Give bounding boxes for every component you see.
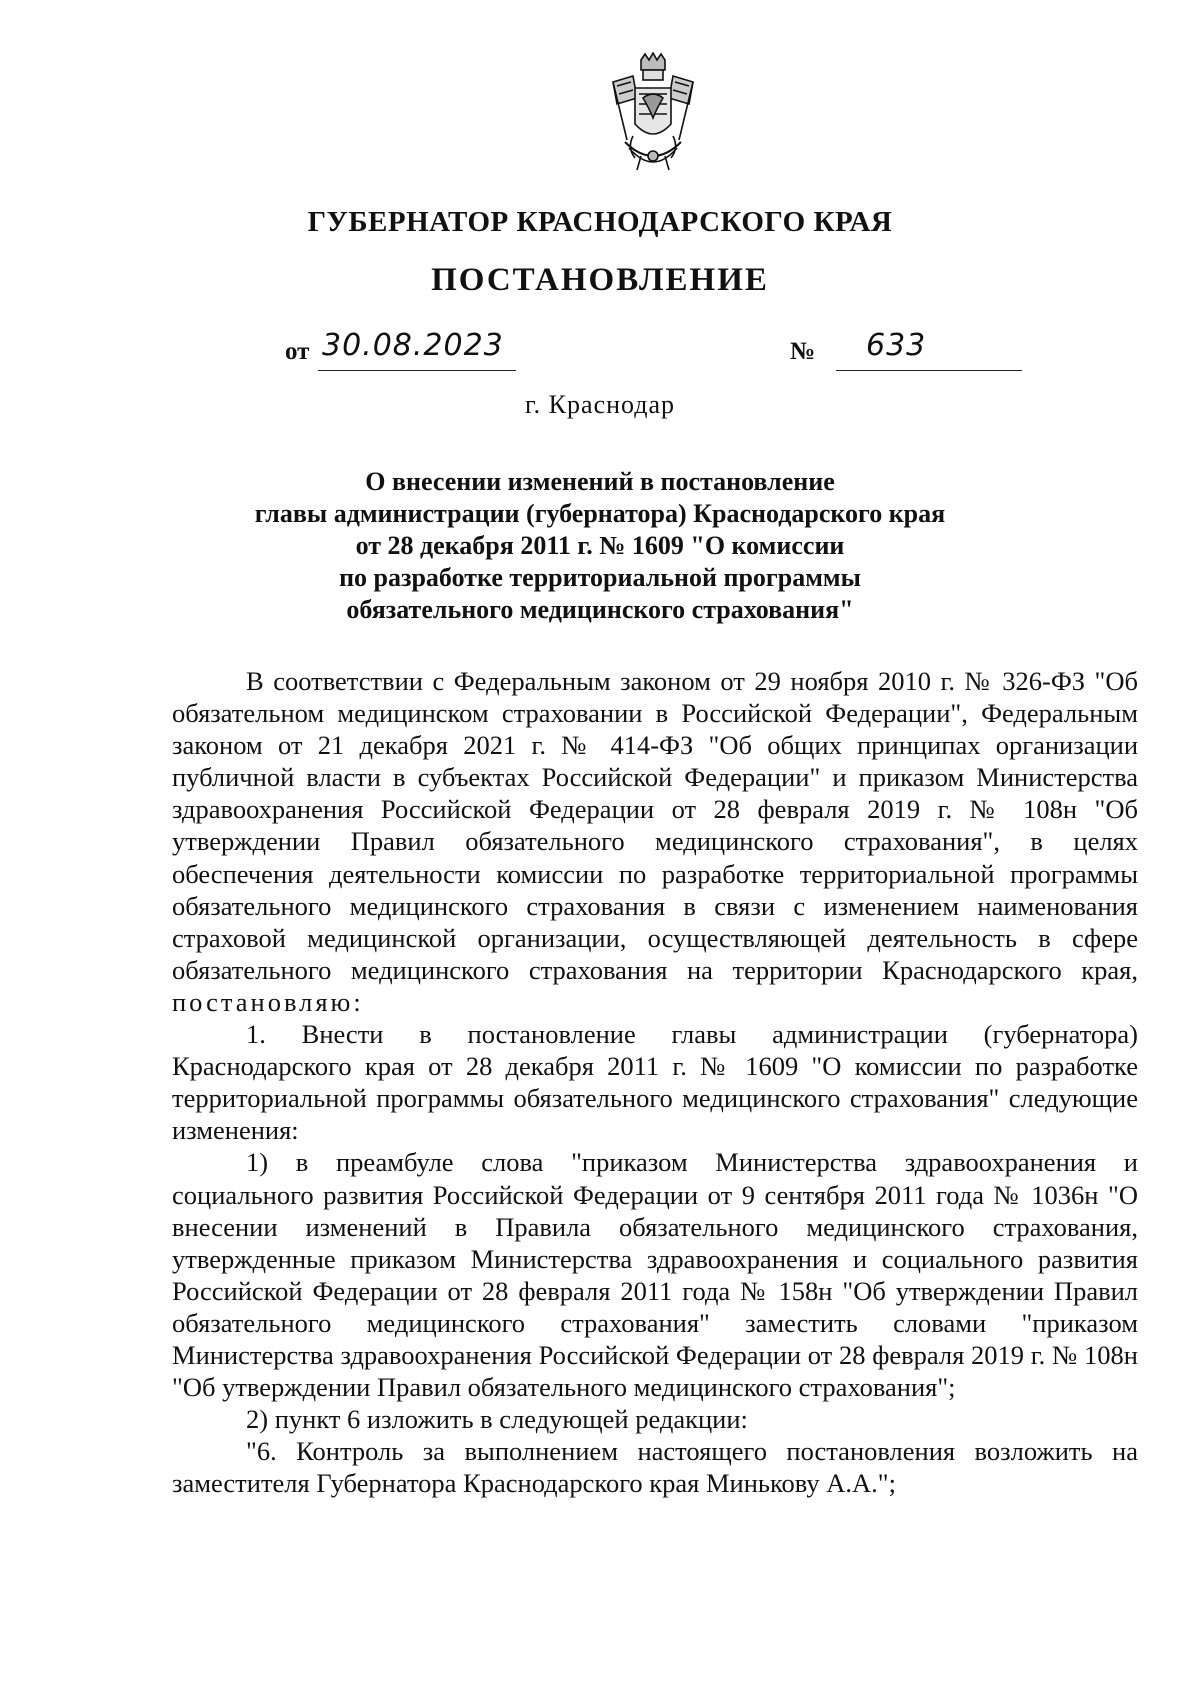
document-title xyxy=(170,466,1030,626)
title-line: от 28 декабря 2011 г. № 1609 "О комиссии xyxy=(355,531,845,560)
number-underline xyxy=(836,370,1022,371)
date-field xyxy=(285,338,309,366)
body-paragraph: 1) в преамбуле слова "приказом Министерства здравоохранения и социального развития Российской Федерации от 9 сентября 2011 года № 1036н "О внесении изменений в Правила обязательного медицинского страхования, утвержденные приказом Министерства здравоохранения и социального развития Российской Федерации от 28 февраля 2011 года № 158н "Об утверждении Правил обязательного медицинского страхования" заместить словами "приказом Министерства здравоохранения Российской Федерации от 28 февраля 2019 г. № 108н "Об утверждении Правил обязательного медицинского страхования"; xyxy=(172,1147,1138,1403)
number-handwritten: 633 xyxy=(866,328,927,363)
title-line: О внесении изменений в постановление xyxy=(365,467,835,496)
title-line: обязательного медицинского страхования" xyxy=(346,595,854,624)
city: г. Краснодар xyxy=(524,390,676,419)
date-prefix: от xyxy=(285,338,310,365)
title-line: главы администрации (губернатора) Краснодарского края xyxy=(254,499,946,528)
document-type: ПОСТАНОВЛЕНИЕ xyxy=(431,262,769,298)
title-line: по разработке территориальной программы xyxy=(339,563,861,592)
body-paragraph: 1. Внести в постановление главы администрации (губернатора) Краснодарского края от 28 декабря 2011 г. № 1609 "О комиссии по разработке территориальной программы обязательного медицинского страхования" следующие изменения: xyxy=(172,1019,1138,1146)
body-paragraph: 2) пункт 6 изложить в следующей редакции: xyxy=(246,1404,748,1435)
body-paragraph: В соответствии с Федеральным законом от 29 ноября 2010 г. № 326-ФЗ "Об обязательном медицинском страховании в Российской Федерации", Федеральным законом от 21 декабря 2021 г. № 414-ФЗ "Об общих принципах организации публичной власти в субъектах Российской Федерации" и приказом Министерства здравоохранения Российской Федерации от 28 февраля 2019 г. № 108н "Об утверждении Правил обязательного медицинского страхования", в целях обеспечения деятельности комиссии по разработке территориальной программы обязательного медицинского страхования в связи с изменением наименования страховой медицинской организации, осуществляющей деятельность в сфере обязательного медицинского страхования на территории Краснодарского края, постановляю: xyxy=(172,666,1138,1017)
date-underline xyxy=(318,370,516,371)
number-prefix: № xyxy=(790,338,816,365)
issuing-authority: ГУБЕРНАТОР КРАСНОДАРСКОГО КРАЯ xyxy=(307,206,893,238)
krasnodar-krai-coat-of-arms-icon xyxy=(605,52,701,182)
decree-word: постановляю: xyxy=(172,986,364,1017)
body-paragraph: "6. Контроль за выполнением настоящего постановления возложить на заместителя Губернатора Краснодарского края Минькову А.А."; xyxy=(172,1436,1138,1499)
number-field xyxy=(790,338,815,366)
document-body xyxy=(172,665,1138,1499)
date-handwritten: 30.08.2023 xyxy=(322,328,504,363)
